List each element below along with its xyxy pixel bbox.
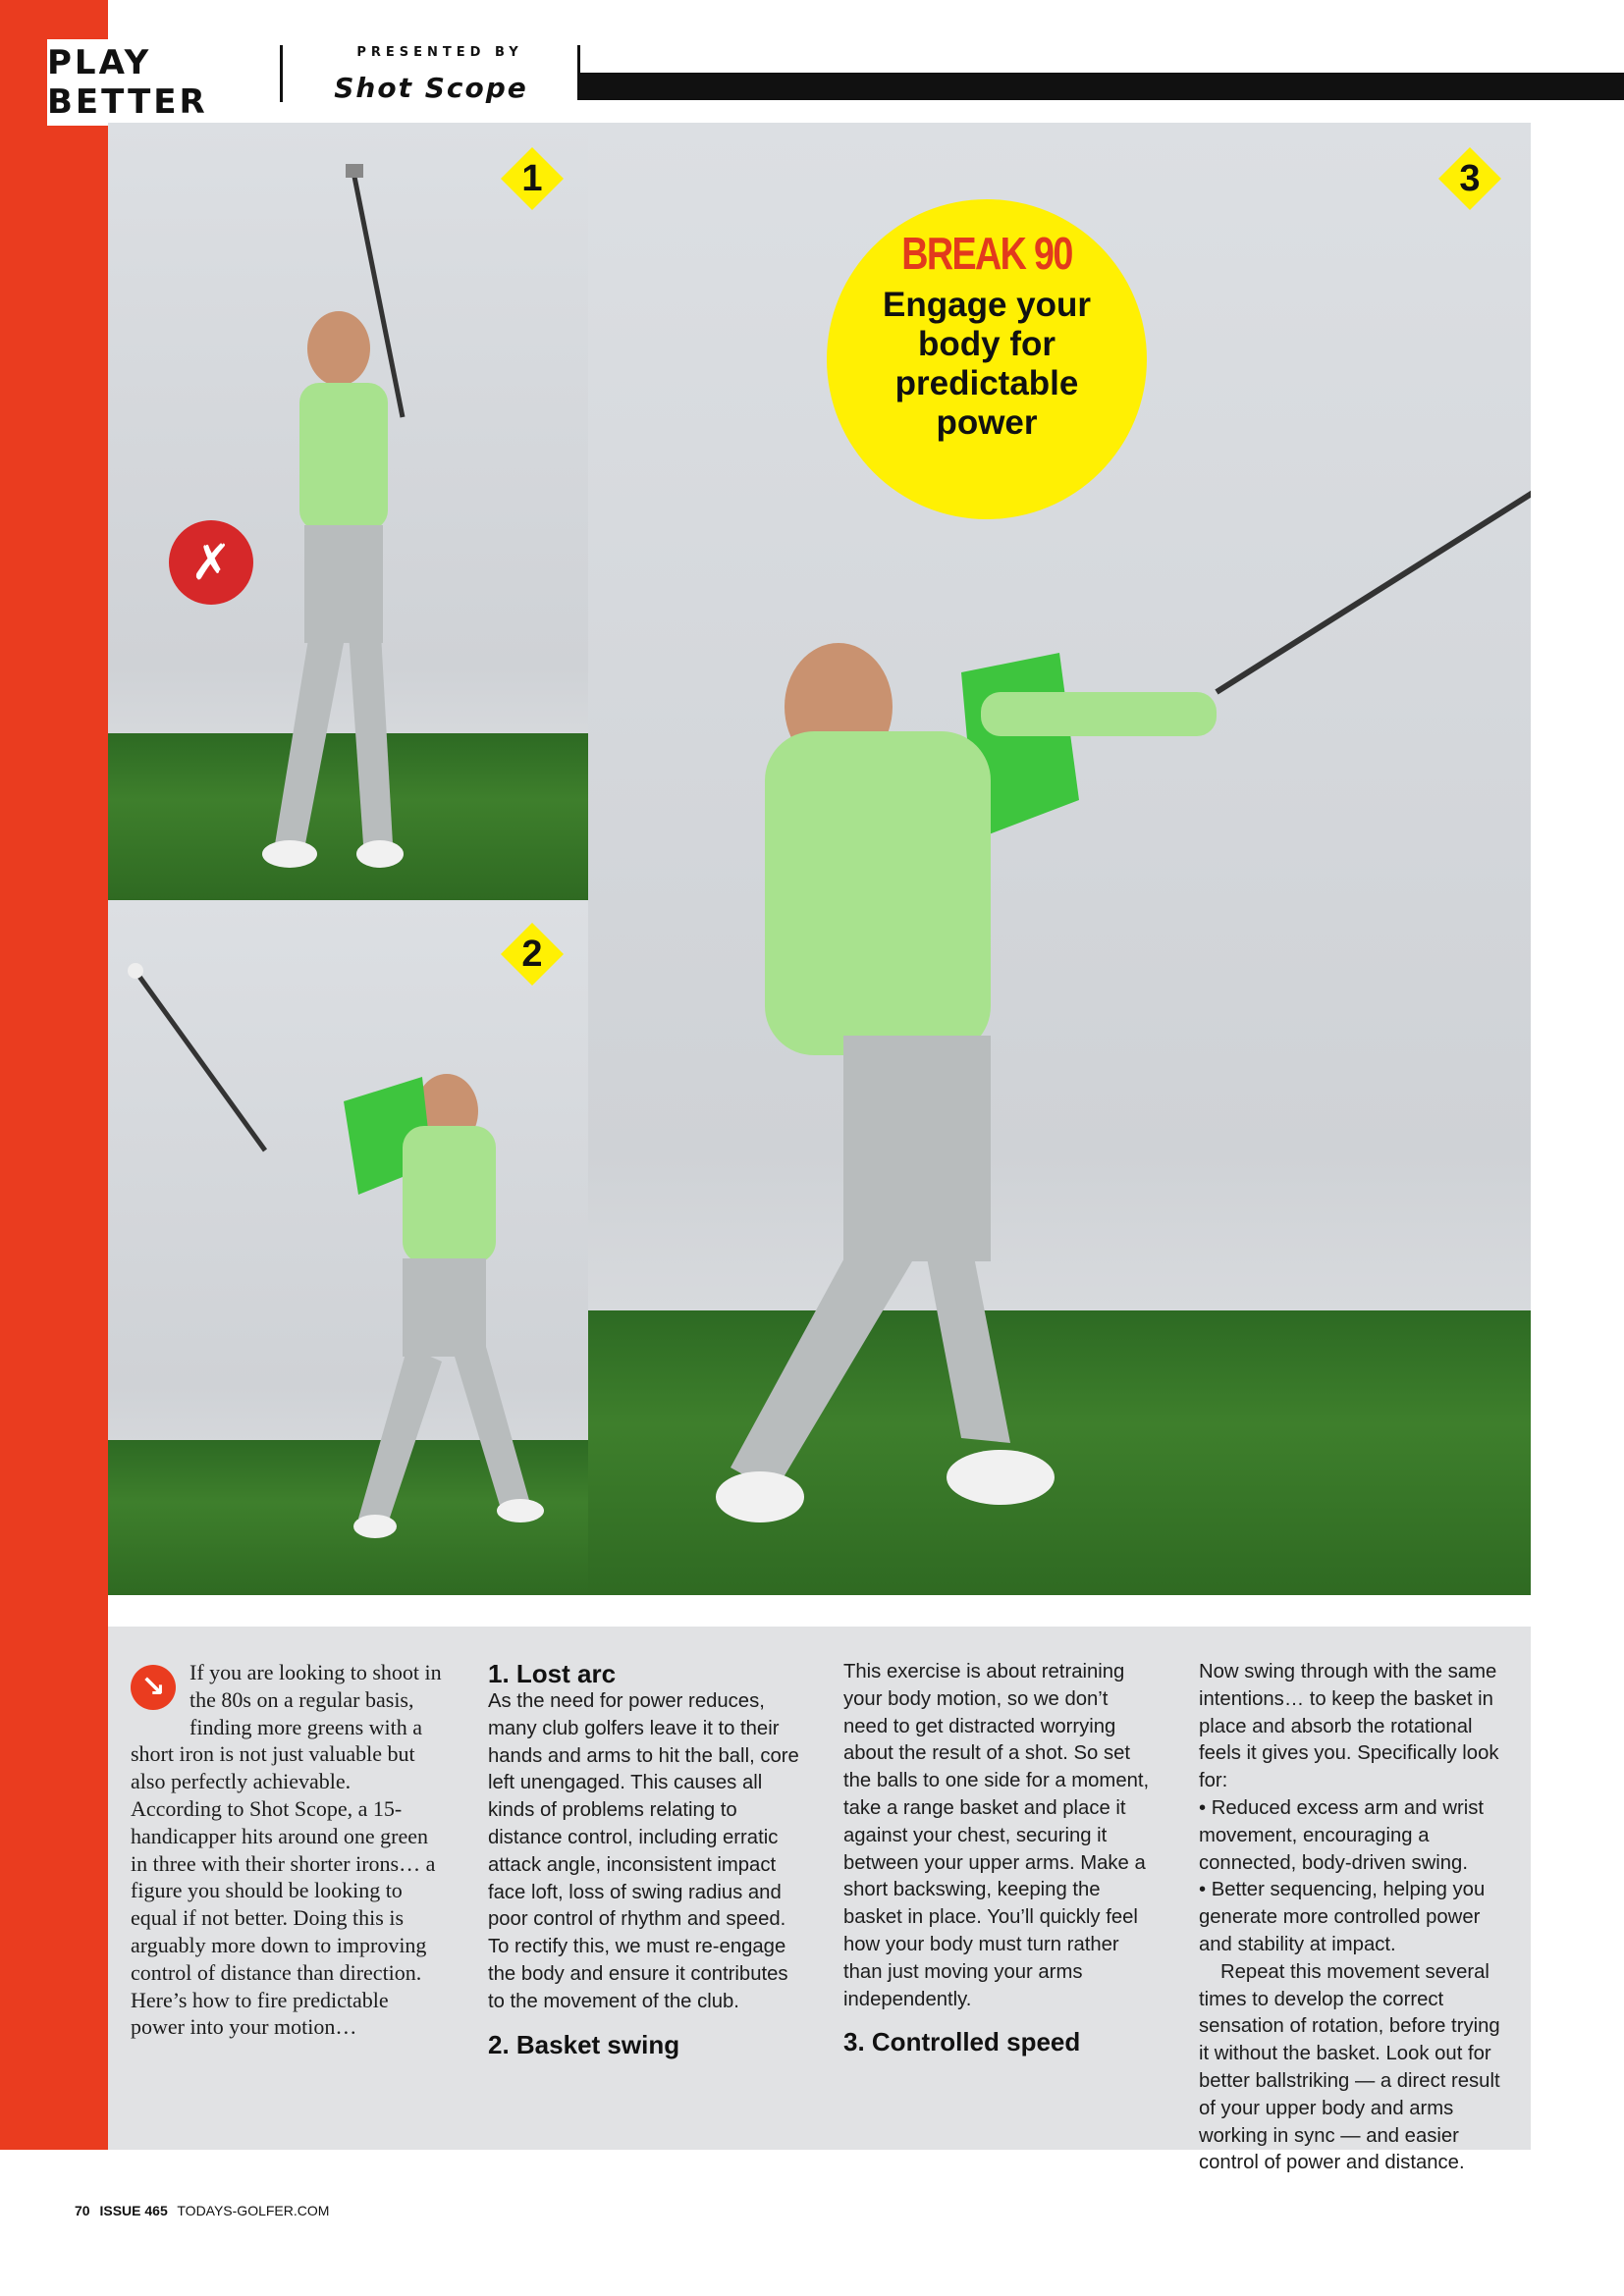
column-2 bbox=[488, 1659, 802, 2059]
website: TODAYS-GOLFER.COM bbox=[177, 2203, 330, 2218]
arrow-down-right-icon: ↘ bbox=[131, 1665, 176, 1710]
kicker: BREAK 90 bbox=[901, 228, 1072, 279]
column-3 bbox=[843, 1659, 1158, 2056]
headline-circle bbox=[827, 199, 1147, 519]
closing-paragraph: Repeat this movement several times to develop the correct sensation of rotation, before trying it without the basket. Look out for better ballstriking — a direct result of your upper body and arms working in sync — and easier control of power and distance. bbox=[1199, 1960, 1500, 2174]
section-heading: 2. Basket swing bbox=[488, 2029, 680, 2059]
section-body: This exercise is about retraining your body motion, so we don’t need to get distracted worrying about the result of a shot. So set the balls to one side for a moment, take a range basket and place it against your chest, securing it between your upper arms. Make a short backswing, keeping the basket in place. You’ll quickly feel how your body must turn rather than just moving your arms independently. bbox=[843, 1661, 1150, 2010]
bullet-item: • Reduced excess arm and wrist movement, encouraging a connected, body-driven swing. bbox=[1199, 1796, 1485, 1874]
page-footer bbox=[75, 2203, 329, 2218]
header-divider bbox=[280, 45, 283, 102]
header-stripe bbox=[577, 73, 1624, 100]
step-badge-2 bbox=[501, 923, 564, 986]
photo-step-2 bbox=[108, 900, 588, 1595]
accent-bar bbox=[0, 0, 108, 2150]
golfer-figure-2 bbox=[108, 900, 588, 1595]
section-heading: 1. Lost arc bbox=[488, 1659, 617, 1688]
step-badge-1 bbox=[501, 147, 564, 210]
column-1 bbox=[131, 1659, 445, 2041]
issue-number: ISSUE 465 bbox=[99, 2203, 168, 2218]
sponsor-logo: Shot Scope bbox=[334, 72, 528, 104]
step-badge-3 bbox=[1438, 147, 1501, 210]
bullet-item: • Better sequencing, helping you generate more controlled power and stability at impact. bbox=[1199, 1879, 1486, 1955]
section-label: PLAY BETTER bbox=[47, 39, 265, 126]
section-heading: 3. Controlled speed bbox=[843, 2027, 1081, 2057]
step-number: 1 bbox=[521, 158, 543, 199]
section-body: As the need for power reduces, many club golfers leave it to their hands and arms to hit the ball, core left unengaged. This causes all kinds of problems relating to distance control, including erratic attack angle, inconsistent impact face loft, loss of swing radius and poor control of rhythm and speed. To rectify this, we must re-engage the body and ensure it contributes to the movement of the club. bbox=[488, 1690, 799, 2012]
column-4 bbox=[1199, 1659, 1513, 2177]
photo-step-1 bbox=[108, 123, 588, 900]
intro-paragraph: If you are looking to shoot in the 80s on a regular basis, finding more greens with a short iron is not just valuable but also perfectly achievable. According to Shot Scope, a 15-handicapper hits around one green in three with their shorter irons… a figure you should be looking to equal if not better. Doing this is arguably more down to improving control of distance than direction. Here’s how to fire predictable power into your motion… bbox=[131, 1660, 442, 2040]
step-number: 3 bbox=[1459, 158, 1481, 199]
golfer-figure-1 bbox=[108, 123, 588, 900]
presented-by: PRESENTED BY bbox=[356, 45, 523, 60]
headline: Engage your body for predictable power bbox=[883, 286, 1091, 442]
wrong-cross-icon: ✗ bbox=[169, 520, 253, 605]
step-number: 2 bbox=[521, 934, 543, 975]
section-body: Now swing through with the same intentions… to keep the basket in place and absorb the rotational feels it gives you. Specifically look for: bbox=[1199, 1661, 1499, 1792]
page-number: 70 bbox=[75, 2203, 90, 2218]
